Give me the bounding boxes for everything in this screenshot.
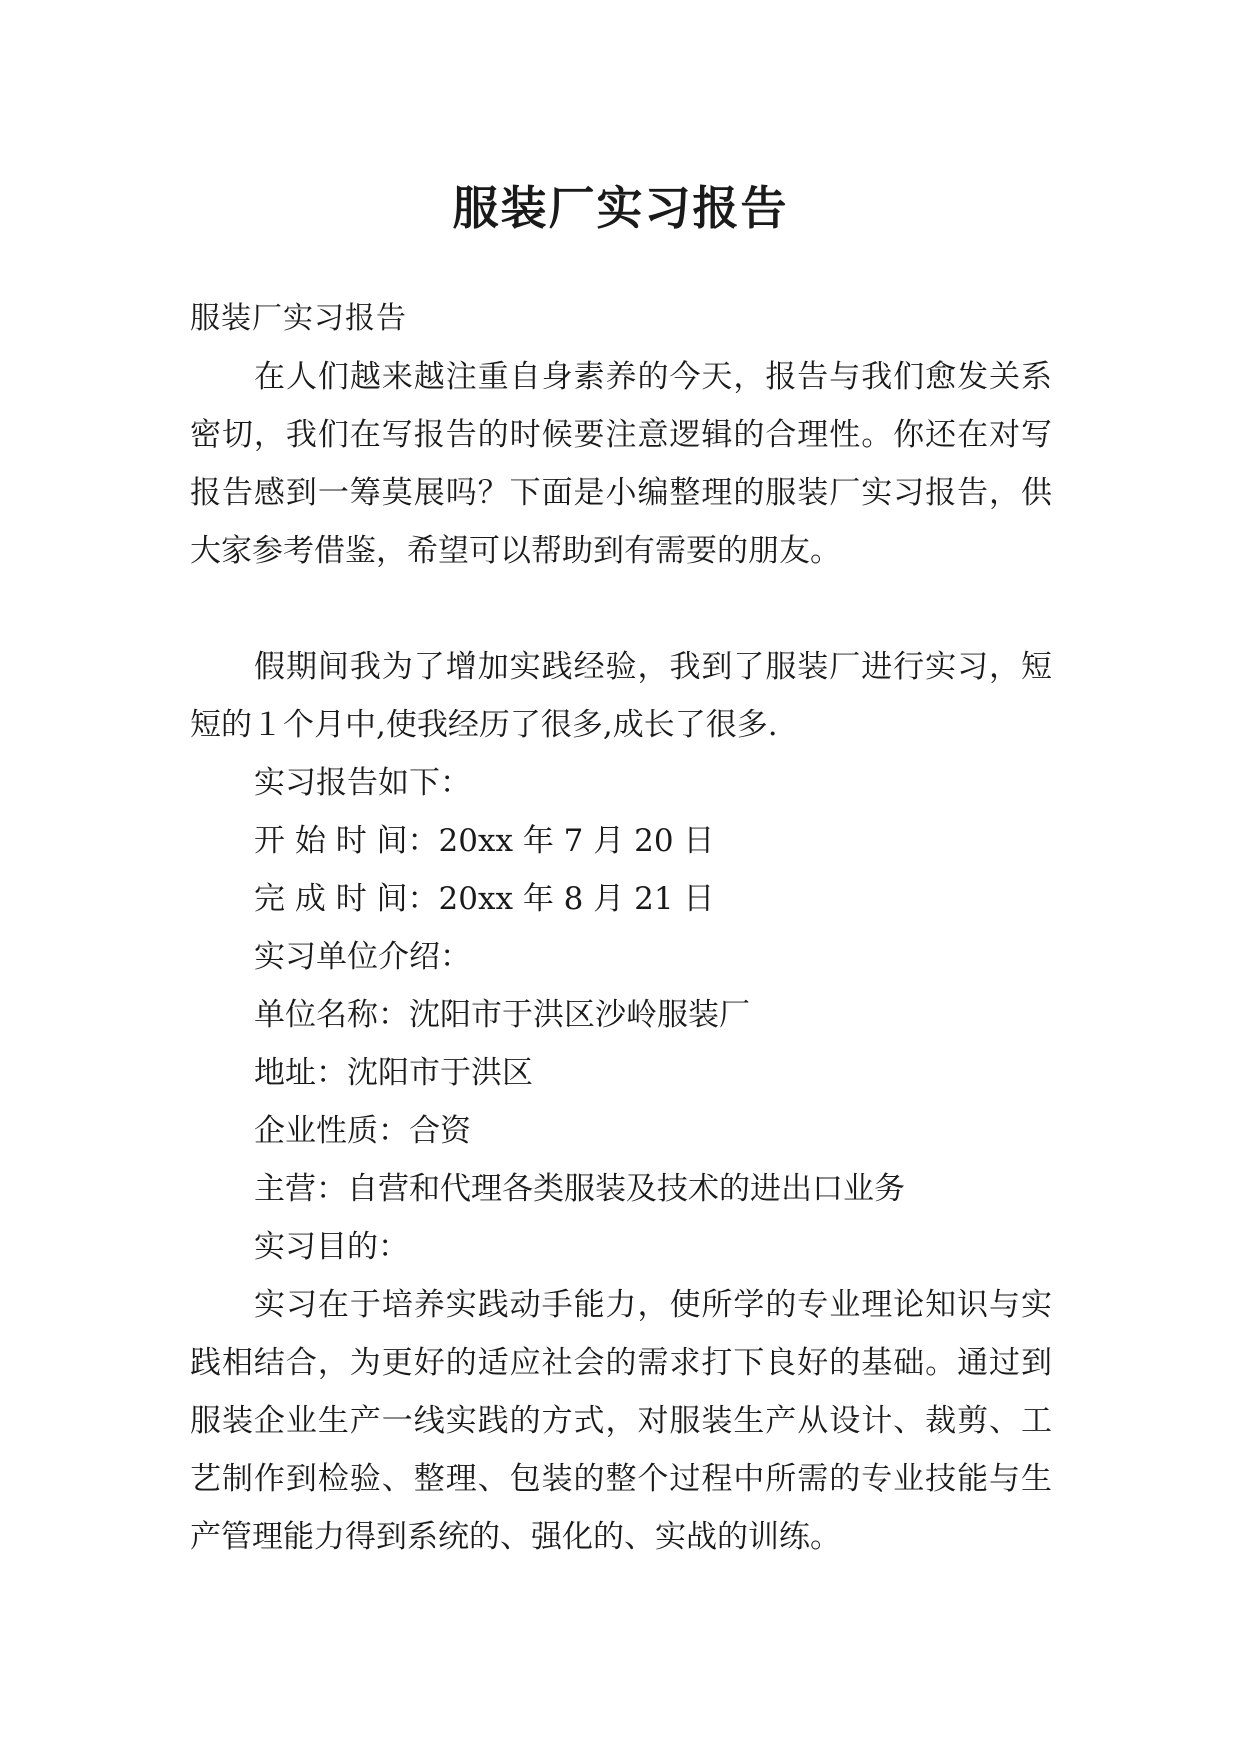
end-time: 完 成 时 间：20xx 年 8 月 21 日 <box>254 881 715 917</box>
unit-name: 单位名称：沈阳市于洪区沙岭服装厂 <box>254 997 750 1033</box>
page-title: 服装厂实习报告 <box>452 180 789 235</box>
intro-paragraph: 在人们越来越注重自身素养的今天，报告与我们愈发关系密切，我们在写报告的时候要注意逻辑的合理性。你还在对写报告感到一筹莫展吗？下面是小编整理的服装厂实习报告，供大家参考借鉴，希望可以帮助到有需要的朋友。 <box>190 359 1052 569</box>
main-business: 主营：自营和代理各类服装及技术的进出口业务 <box>254 1171 905 1207</box>
document-subtitle: 服装厂实习报告 <box>190 301 407 336</box>
unit-address: 地址：沈阳市于洪区 <box>254 1055 533 1091</box>
purpose-paragraph: 实习在于培养实践动手能力，使所学的专业理论知识与实践相结合，为更好的适应社会的需求打下良好的基础。通过到服装企业生产一线实践的方式，对服装生产从设计、裁剪、工艺制作到检验、整理、包装的整个过程中所需的专业技能与生产管理能力得到系统的、强化的、实战的训练。 <box>190 1287 1052 1555</box>
document-body <box>190 290 1052 1566</box>
internship-paragraph: 假期间我为了增加实践经验，我到了服装厂进行实习，短短的１个月中,使我经历了很多,成长了很多. <box>190 649 1052 743</box>
start-time: 开 始 时 间：20xx 年 7 月 20 日 <box>254 823 715 859</box>
enterprise-type: 企业性质：合资 <box>254 1113 471 1149</box>
purpose-heading: 实习目的： <box>254 1229 409 1265</box>
unit-intro-heading: 实习单位介绍： <box>254 939 471 975</box>
report-heading: 实习报告如下： <box>254 765 471 801</box>
paragraph-gap <box>190 580 1052 638</box>
